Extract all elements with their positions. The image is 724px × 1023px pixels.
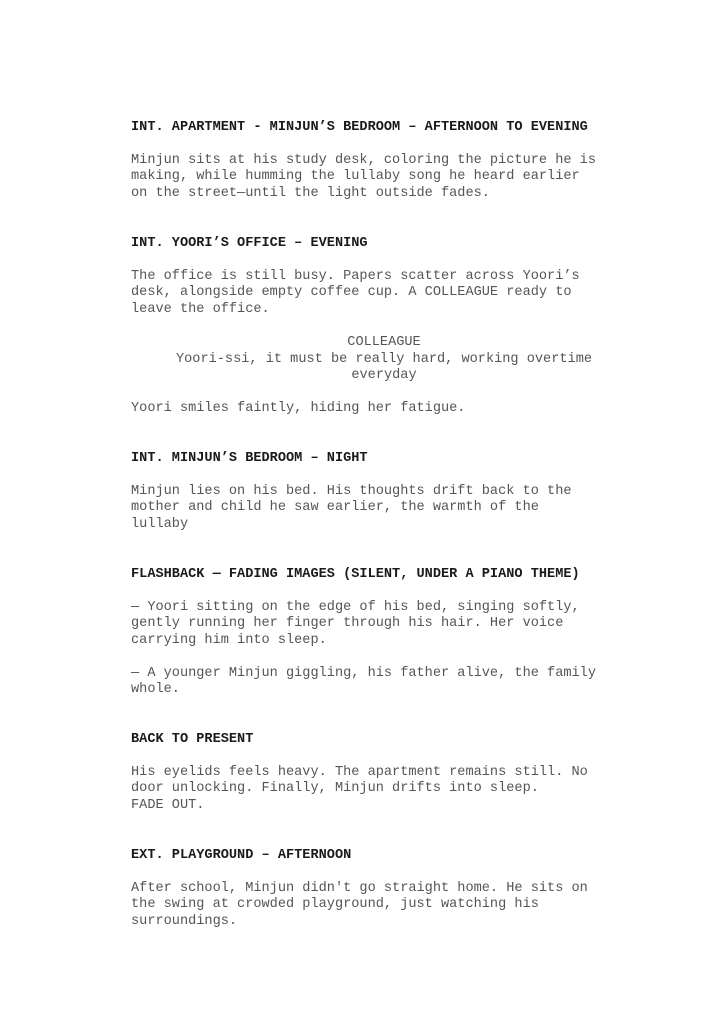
- action-text: His eyelids feels heavy. The apartment remains still. No door unlocking. Finally, Minjun drifts into sleep. FADE OUT.: [131, 765, 588, 813]
- scene-heading: BACK TO PRESENT: [131, 732, 254, 747]
- action-text: After school, Minjun didn't go straight home. He sits on the swing at crowded playground, just watching his surroundings.: [131, 881, 588, 929]
- action-text: Minjun sits at his study desk, coloring the picture he is making, while humming the lullaby song he heard earlier on the street—until the light outside fades.: [131, 153, 596, 201]
- action-text: Minjun lies on his bed. His thoughts drift back to the mother and child he saw earlier, the warmth of the lullaby: [131, 484, 572, 532]
- character-name: COLLEAGUE: [347, 335, 421, 350]
- scene-heading: INT. YOORI’S OFFICE – EVENING: [131, 236, 368, 251]
- scene-heading: INT. APARTMENT - MINJUN’S BEDROOM – AFTERNOON TO EVENING: [131, 120, 588, 135]
- scene-heading: FLASHBACK — FADING IMAGES (SILENT, UNDER A PIANO THEME): [131, 567, 580, 582]
- action-text: The office is still busy. Papers scatter across Yoori’s desk, alongside empty coffee cup. A COLLEAGUE ready to leave the office.: [131, 269, 580, 317]
- action-text: — A younger Minjun giggling, his father alive, the family whole.: [131, 666, 596, 698]
- action-text: Yoori smiles faintly, hiding her fatigue.: [131, 401, 466, 416]
- dialogue-text: Yoori-ssi, it must be really hard, working overtime everyday: [175, 352, 593, 384]
- action-text: — Yoori sitting on the edge of his bed, singing softly, gently running her finger through his hair. Her voice carrying him into sleep.: [131, 600, 580, 648]
- scene-heading: INT. MINJUN’S BEDROOM – NIGHT: [131, 451, 368, 466]
- scene-heading: EXT. PLAYGROUND – AFTERNOON: [131, 848, 352, 863]
